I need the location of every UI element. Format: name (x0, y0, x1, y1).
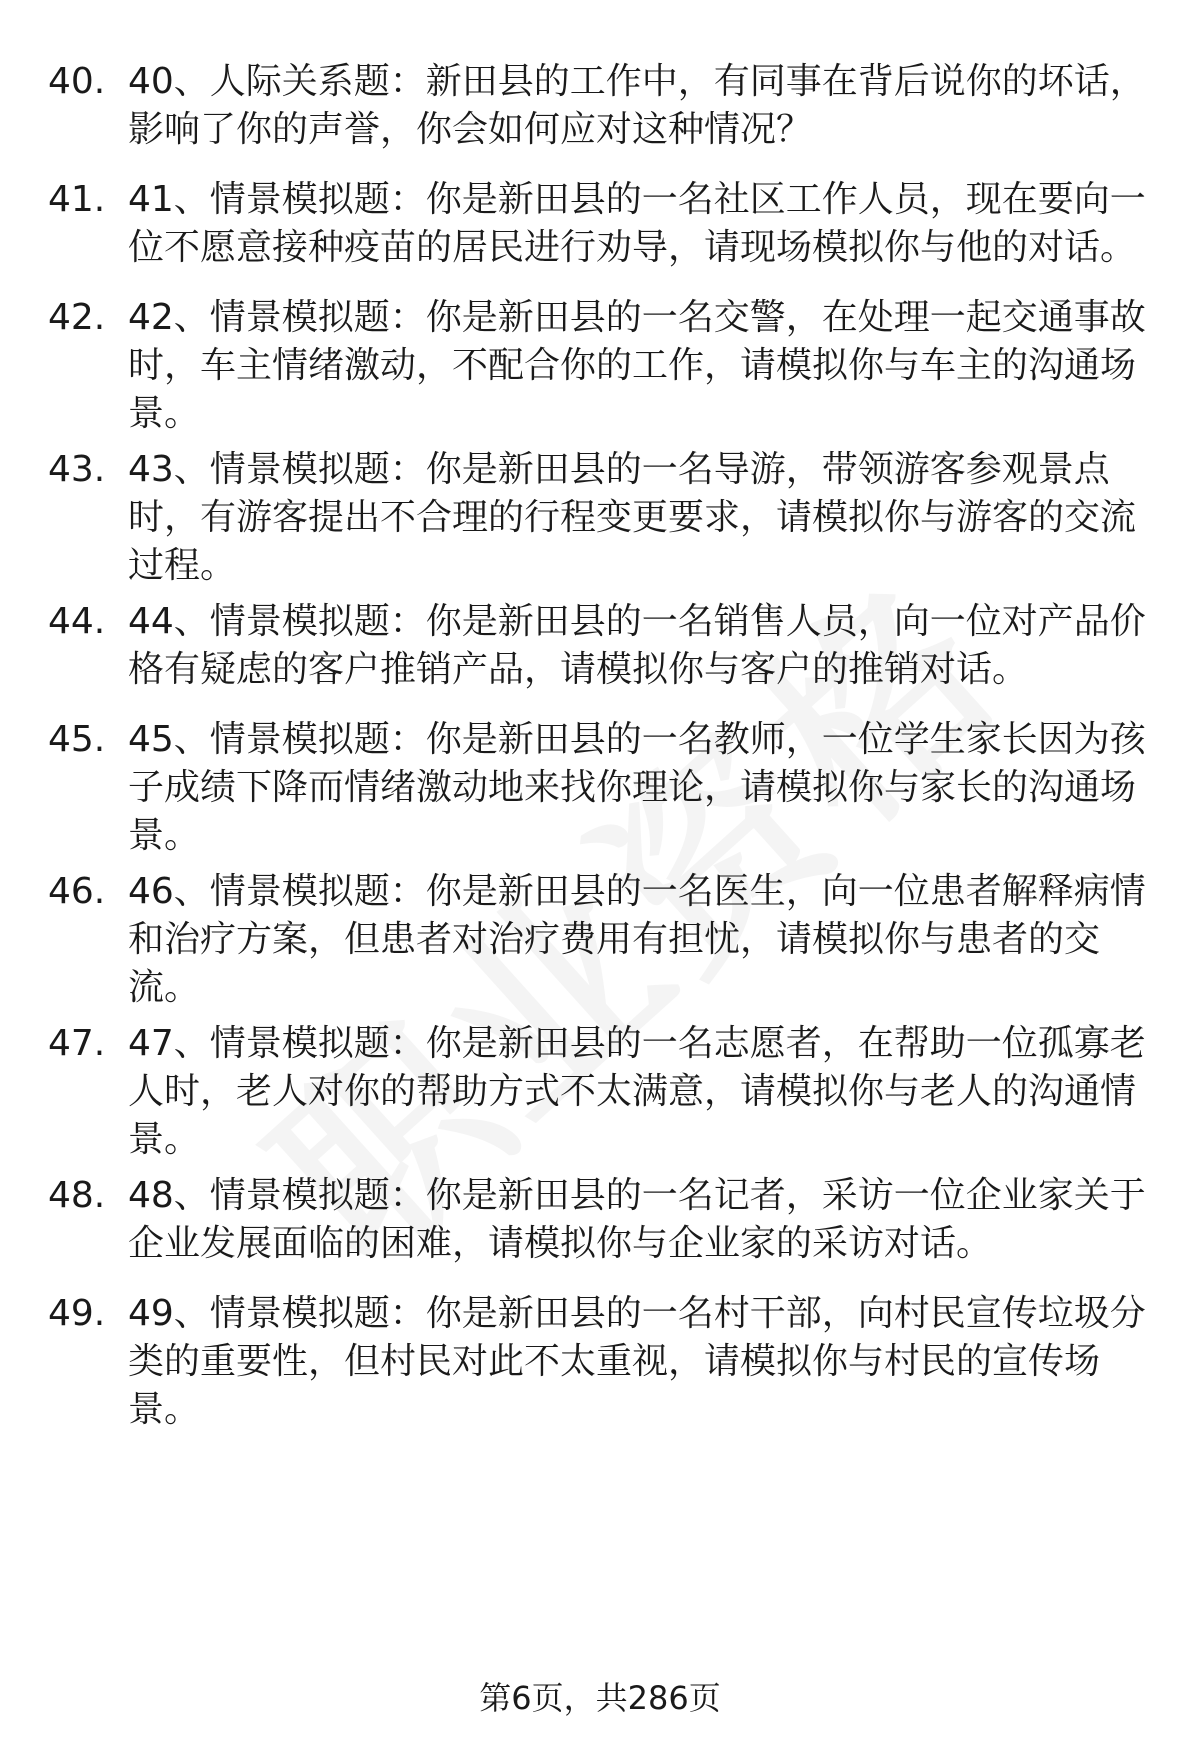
question-text: 43、情景模拟题：你是新田县的一名导游，带领游客参观景点时，有游客提出不合理的行程变更要求，请模拟你与游客的交流过程。 (128, 449, 1137, 586)
question-text: 49、情景模拟题：你是新田县的一名村干部，向村民宣传垃圾分类的重要性，但村民对此不太重视，请模拟你与村民的宣传场景。 (128, 1293, 1146, 1430)
question-text: 40、人际关系题：新田县的工作中，有同事在背后说你的坏话，影响了你的声誉，你会如何应对这种情况？ (128, 61, 1146, 150)
question-item (0, 868, 1200, 1020)
question-item (0, 446, 1200, 598)
question-number: 40. (48, 61, 106, 102)
question-number: 45. (48, 719, 106, 760)
question-item (0, 716, 1200, 868)
question-number: 43. (48, 449, 106, 490)
question-text: 45、情景模拟题：你是新田县的一名教师，一位学生家长因为孩子成绩下降而情绪激动地来找你理论，请模拟你与家长的沟通场景。 (128, 719, 1146, 856)
question-text: 48、情景模拟题：你是新田县的一名记者，采访一位企业家关于企业发展面临的困难，请模拟你与企业家的采访对话。 (128, 1175, 1146, 1264)
question-number: 44. (48, 601, 106, 642)
question-item (0, 58, 1200, 176)
question-text: 42、情景模拟题：你是新田县的一名交警，在处理一起交通事故时，车主情绪激动，不配合你的工作，请模拟你与车主的沟通场景。 (128, 297, 1146, 434)
question-item (0, 1290, 1200, 1442)
page-footer: 第6页，共286页 (479, 1679, 721, 1717)
question-number: 41. (48, 179, 106, 220)
question-number: 46. (48, 871, 106, 912)
question-text: 46、情景模拟题：你是新田县的一名医生，向一位患者解释病情和治疗方案，但患者对治疗费用有担忧，请模拟你与患者的交流。 (128, 871, 1146, 1008)
question-item (0, 294, 1200, 446)
question-number: 48. (48, 1175, 106, 1216)
question-number: 47. (48, 1023, 106, 1064)
question-item (0, 1172, 1200, 1290)
question-text: 41、情景模拟题：你是新田县的一名社区工作人员，现在要向一位不愿意接种疫苗的居民进行劝导，请现场模拟你与他的对话。 (128, 179, 1146, 268)
question-number: 42. (48, 297, 106, 338)
question-text: 47、情景模拟题：你是新田县的一名志愿者，在帮助一位孤寡老人时，老人对你的帮助方式不太满意，请模拟你与老人的沟通情景。 (128, 1023, 1146, 1160)
question-list (0, 58, 1200, 1442)
question-item (0, 176, 1200, 294)
question-item (0, 598, 1200, 716)
question-item (0, 1020, 1200, 1172)
question-text: 44、情景模拟题：你是新田县的一名销售人员，向一位对产品价格有疑虑的客户推销产品，请模拟你与客户的推销对话。 (128, 601, 1146, 690)
question-number: 49. (48, 1293, 106, 1334)
